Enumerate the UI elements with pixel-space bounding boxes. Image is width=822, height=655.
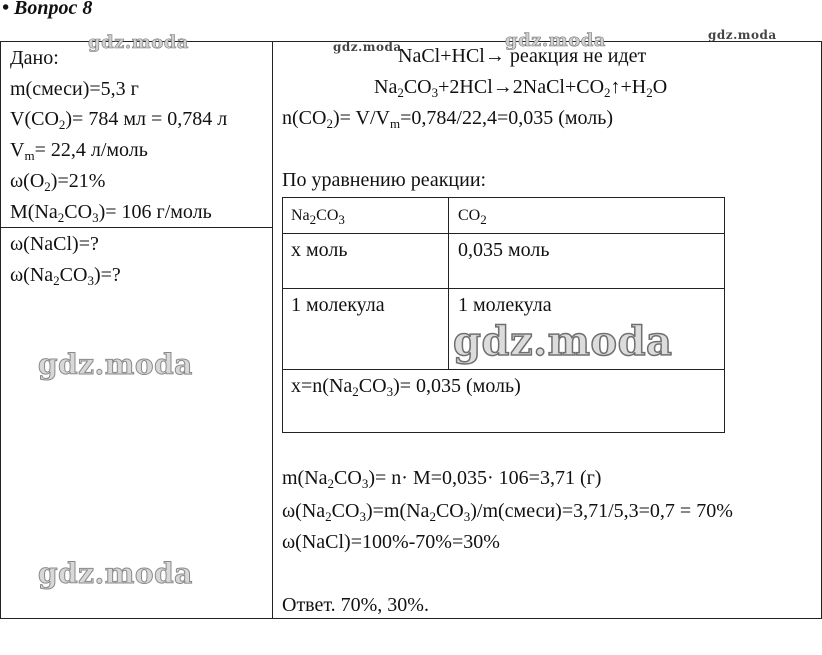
watermark: gdz.moda bbox=[88, 32, 189, 53]
given-label: Дано: bbox=[10, 47, 59, 69]
watermark: gdz.moda bbox=[505, 30, 606, 51]
ratio-header-co2: $CO_2$ bbox=[458, 207, 487, 227]
given-volume-co2: $V(CO_2)= 784$ мл = 0,784 л bbox=[10, 108, 228, 132]
watermark: gdz.moda bbox=[333, 40, 402, 54]
ratio-cell-molecule-right: 1 молекула bbox=[458, 294, 552, 316]
given-oxygen-fraction: $\omega(O_2)=21\%$ bbox=[10, 170, 106, 194]
watermark: gdz.moda bbox=[38, 348, 193, 381]
ratio-table-col-divider bbox=[448, 197, 449, 369]
answer-line: Ответ. 70%, 30%. bbox=[282, 594, 429, 616]
by-equation-label: По уравнению реакции: bbox=[282, 169, 487, 191]
find-na2co3-fraction: $\omega(Na_2CO_3)=$? bbox=[10, 264, 121, 288]
equation-no-reaction: NaCl+HCl→ реакция не идет bbox=[398, 45, 647, 67]
ratio-cell-molecule-left: 1 молекула bbox=[291, 294, 385, 316]
ratio-header-na2co3: $Na_2CO_3$ bbox=[291, 207, 345, 227]
equation-reaction: $Na_2CO_3+2HCl\to 2NaCl+CO_2↑+H_2O$ bbox=[374, 76, 668, 100]
watermark: gdz.moda bbox=[38, 557, 193, 590]
fraction-nacl-calc: ω(NaCl)=100%-70%=30% bbox=[282, 531, 500, 553]
given-divider bbox=[0, 227, 272, 228]
watermark: gdz.moda bbox=[708, 28, 777, 42]
find-nacl-fraction: ω(NaCl)=? bbox=[10, 233, 99, 255]
given-molar-volume: $V_m= 22,4$ л/моль bbox=[10, 139, 148, 163]
ratio-result: $x=n(Na_2CO_3)= 0,035$ (моль) bbox=[291, 375, 521, 399]
ratio-table-row-divider bbox=[282, 233, 725, 234]
question-heading: • Вопрос 8 bbox=[2, 0, 93, 19]
given-mass-mixture: m(смеси)=5,3 г bbox=[10, 78, 139, 100]
ratio-table-row-divider bbox=[282, 288, 725, 289]
ratio-cell-x-mol: x моль bbox=[291, 239, 348, 261]
fraction-na2co3-calc: $\omega(Na_2CO_3)=m(Na_2CO_3)/m(смеси)=3,71/5,3=0,7 = 70\%$ bbox=[282, 500, 733, 524]
moles-co2-calc: $n(CO_2)= V/V_m=0,784/22,4=0,035$ (моль) bbox=[282, 107, 614, 131]
ratio-table-row-divider bbox=[282, 369, 725, 370]
column-divider bbox=[272, 41, 273, 619]
given-molar-mass: $M(Na_2CO_3)= 106$ г/моль bbox=[10, 201, 212, 225]
watermark: gdz.moda bbox=[453, 318, 673, 365]
mass-na2co3-calc: $m(Na_2CO_3)= n\cdot M=0,035\cdot 106=3,71$ (г) bbox=[282, 467, 602, 491]
ratio-cell-co2-mol: 0,035 моль bbox=[458, 239, 550, 261]
